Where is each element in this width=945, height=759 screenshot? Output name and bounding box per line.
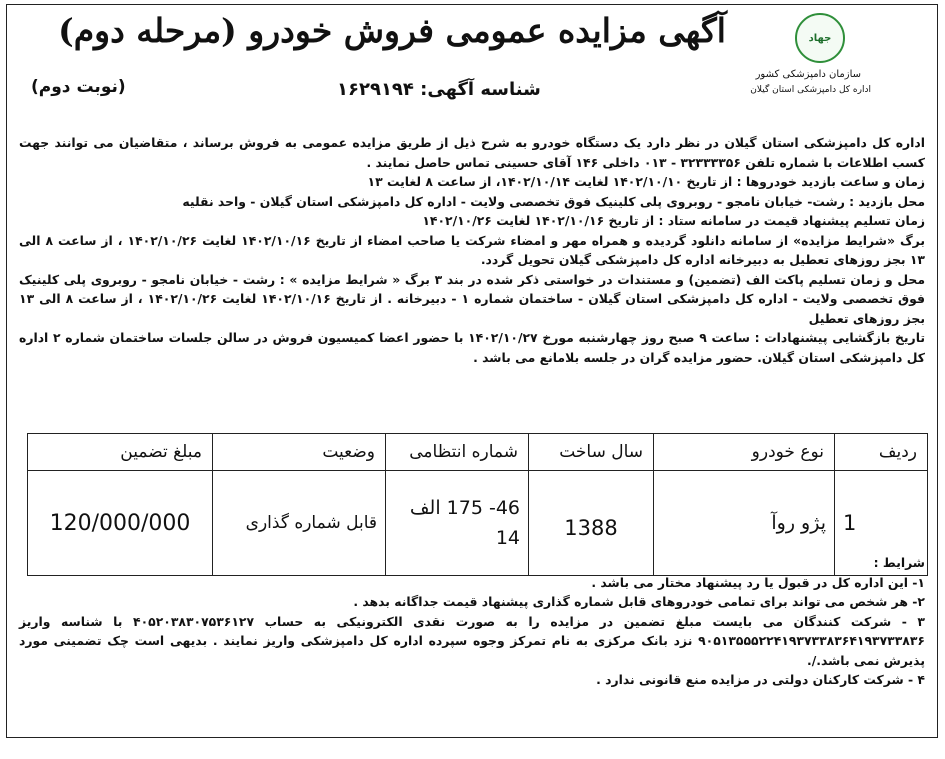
header-vehicle-type: نوع خودرو: [654, 434, 835, 471]
cell-deposit: 120/000/000: [28, 471, 213, 576]
cell-status: قابل شماره گذاری: [213, 471, 386, 576]
ad-id: شناسه آگهی: ۱۶۲۹۱۹۴: [337, 79, 541, 100]
logo-text: جهاد: [808, 32, 832, 44]
advertisement-frame: [6, 4, 938, 738]
intro-paragraph: اداره کل دامپزشکی استان گیلان در نظر دارد یک دستگاه خودرو به شرح ذیل از طریق مزایده عمومی به فروش برساند ، متقاضیان می توانند جهت کسب اطلاعات با شماره تلفن ۳۲۳۳۳۳۵۶ - ۰۱۳ داخلی ۱۴۶ آقای حسینی تماس حاصل نمایند .: [19, 135, 925, 170]
conditions-form-paragraph: برگ «شرایط مزایده» از سامانه دانلود گردیده و همراه مهر و امضاء شرکت یا صاحب امضاء از تاریخ ۱۴۰۲/۱۰/۱۶ لغایت ۱۴۰۲/۱۰/۲۶ ، از ساعت ۸ الی ۱۳ بجز روزهای تعطیل به دبیرخانه اداره کل دامپزشکی گیلان تحویل گردد.: [19, 232, 925, 267]
cell-vehicle-type: پژو روآ: [654, 471, 835, 576]
visit-location: محل بازدید : رشت- خیابان نامجو - روبروی پلی کلینیک فوق تخصصی ولایت - اداره کل دامپزشکی استان گیلان - واحد نقلیه: [182, 193, 925, 209]
org-name-line1: سازمان دامپزشکی کشور: [755, 69, 861, 80]
table-header-row: [28, 434, 928, 471]
round-label: (نوبت دوم): [31, 77, 126, 97]
header-plate: شماره انتظامی: [386, 434, 529, 471]
ad-title: آگهی مزایده عمومی فروش خودرو (مرحله دوم): [58, 11, 726, 50]
condition-2: ۲- هر شخص می تواند برای تمامی خودروهای قابل شماره گذاری پیشنهاد قیمت جداگانه بدهد .: [353, 594, 925, 609]
org-name-line2: اداره کل دامپزشکی استان گیلان: [750, 85, 871, 95]
envelope-submission-paragraph: محل و زمان تسلیم پاکت الف (تضمین) و مستندات در خواستی ذکر شده در بند ۳ برگ « شرایط مزایده » : رشت - خیابان نامجو - روبروی پلی کلینیک فوق تخصصی ولایت - اداره کل دامپزشکی استان گیلان - ساختمان شماره ۱ - دبیرخانه . از تاریخ ۱۴۰۲/۱۰/۱۶ لغایت ۱۴۰۲/۱۰/۲۶ ، از ساعت ۸ الی ۱۳ بجز روزهای تعطیل: [19, 271, 925, 326]
conditions-title: شرایط :: [873, 555, 925, 570]
condition-4: ۴ - شرکت کارکنان دولتی در مزایده منع قانونی ندارد .: [596, 672, 925, 687]
organization-logo: [795, 13, 845, 63]
condition-3: ۳ - شرکت کنندگان می بایست مبلغ تضمین در مزایده را به صورت نقدی الکترونیکی به حساب ۴۰۵۲۰۳۸۳۰۷۵۳۶۱۲۷ با شناسه واریز ۹۰۵۱۳۵۵۵۲۲۴۱۹۳۷۳۳۸۳۶۴۱۹۳۷۳۳۸۳۶ نزد بانک مرکزی به نام تمرکز وجوه سپرده اداره کل دامپزشکی واریز نمایند . بدیهی است چک تضمینی مورد پذیرش نمی باشد./.: [19, 613, 925, 668]
bid-submission-time: زمان تسلیم پیشنهاد قیمت در سامانه ستاد : از تاریخ ۱۴۰۲/۱۰/۱۶ لغایت ۱۴۰۲/۱۰/۲۶: [422, 213, 925, 228]
cell-row-number: 1: [835, 471, 928, 576]
cell-year: 1388: [529, 471, 654, 576]
conditions-section: [19, 553, 925, 690]
opening-date-paragraph: تاریخ بازگشایی پیشنهادات : ساعت ۹ صبح روز چهارشنبه مورخ ۱۴۰۲/۱۰/۲۷ با حضور اعضا کمیسیون فروش در سالن جلسات ساختمان شماره ۲ اداره کل دامپزشکی استان گیلان. حضور مزایده گران در جلسه بلامانع می باشد .: [19, 330, 925, 365]
header: [7, 5, 937, 123]
condition-1: ۱- این اداره کل در قبول یا رد پیشنهاد مختار می باشد .: [591, 574, 925, 590]
visit-time: زمان و ساعت بازدید خودروها : از تاریخ ۱۴۰۲/۱۰/۱۰ لغایت ۱۴۰۲/۱۰/۱۴، از ساعت ۸ لغایت ۱۳: [367, 174, 925, 189]
header-deposit: مبلغ تضمین: [28, 434, 213, 471]
header-row-number: ردیف: [835, 434, 928, 471]
cell-plate: 46- 175 الف 14: [386, 471, 529, 576]
header-year: سال ساخت: [529, 434, 654, 471]
ad-body: [19, 133, 925, 367]
header-status: وضعیت: [213, 434, 386, 471]
